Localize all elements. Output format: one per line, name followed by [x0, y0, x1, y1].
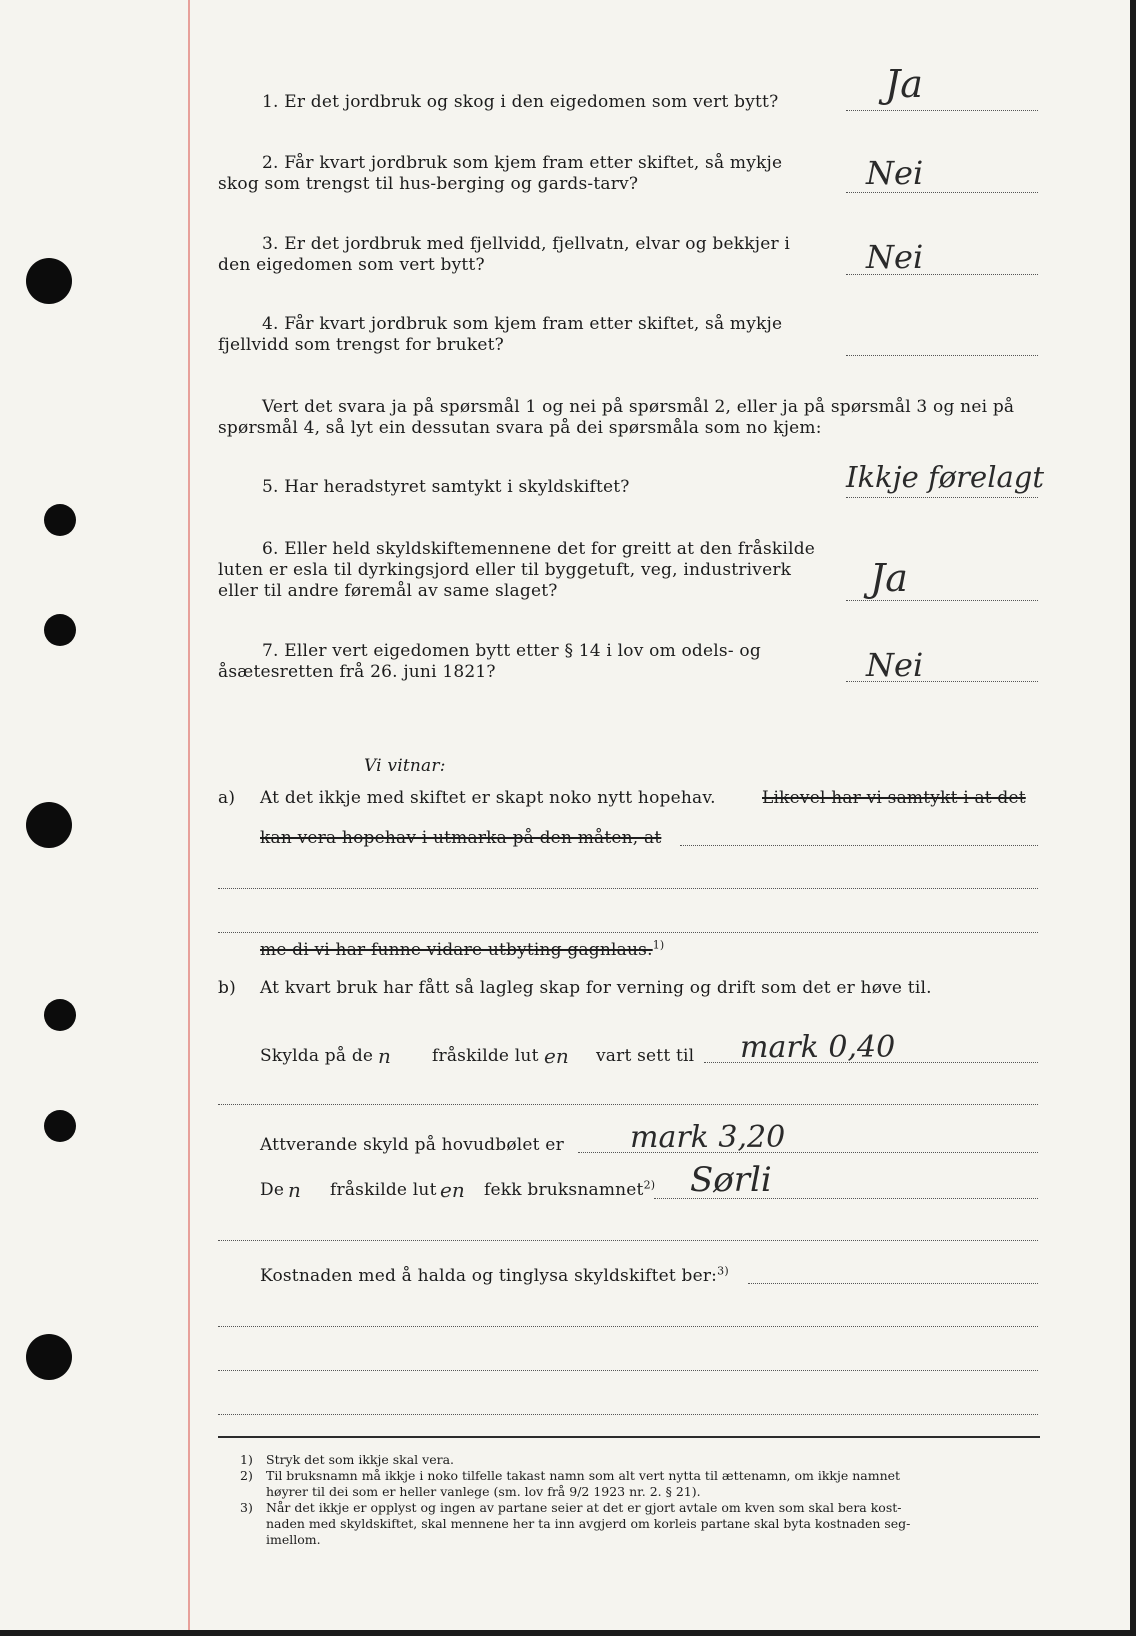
bruksnamn-label-c: fekk bruksnamnet [484, 1180, 644, 1200]
question-2-line1: 2. Får kvart jordbruk som kjem fram etter skiftet, så mykje [262, 153, 783, 173]
witness-a-struck-3-wrap [260, 940, 664, 961]
question-3-line1: 3. Er det jordbruk med fjellvidd, fjellvatn, elvar og bekkjer i [262, 234, 791, 254]
footnote-3-line2: naden med skyldskiftet, skal mennene her ta inn avgjerd om korleis partane skal byta kostnaden seg- [266, 1516, 911, 1531]
witness-b-text: At kvart bruk har fått så lagleg skap for verning og drift som det er høve til. [260, 978, 932, 998]
punch-hole [26, 1334, 72, 1380]
witness-a-struck-1: Likevel har vi samtykt i at det [762, 788, 1026, 808]
witness-b-label: b) [218, 978, 236, 998]
question-6-line1: 6. Eller held skyldskiftemennene det for greitt at den fråskilde [262, 539, 816, 559]
answer-1: Ja [885, 62, 923, 106]
red-margin-line [188, 0, 190, 1636]
bruksnamn-label-a: De [260, 1180, 285, 1200]
attverande-label: Attverande skyld på hovudbølet er [260, 1135, 564, 1155]
skyld-hand-a: n [378, 1044, 391, 1068]
punch-hole [44, 614, 76, 646]
bruksnamn-value: Sørli [690, 1160, 772, 1200]
question-6-line2: luten er esla til dyrkingsjord eller til byggetuft, veg, industriverk [218, 560, 792, 580]
answer-line-2 [846, 192, 1038, 193]
question-6-line3: eller til andre føremål av same slaget? [218, 581, 558, 601]
blank-line [218, 888, 1038, 889]
blank-line [218, 1326, 1038, 1327]
witness-a-label: a) [218, 788, 236, 808]
witness-a-text: At det ikkje med skiftet er skapt noko nytt hopehav. [260, 788, 716, 808]
footnote-3-mark: 3) [240, 1500, 253, 1515]
conditional-intro-line1: Vert det svara ja på spørsmål 1 og nei på spørsmål 2, eller ja på spørsmål 3 og nei på [262, 397, 1015, 417]
answer-6: Ja [870, 556, 908, 600]
punch-hole [44, 999, 76, 1031]
question-7-line1: 7. Eller vert eigedomen bytt etter § 14 i lov om odels- og [262, 641, 761, 661]
question-4-line1: 4. Får kvart jordbruk som kjem fram etter skiftet, så mykje [262, 314, 783, 334]
skyld-label-c: vart sett til [596, 1046, 695, 1066]
kostnad-label-wrap [260, 1266, 729, 1287]
footnote-2-mark: 2) [240, 1468, 253, 1483]
bruksnamn-label-b: fråskilde lut [330, 1180, 437, 1200]
witness-a-struck-3: me di vi har funne vidare utbyting gagnlaus. [260, 940, 653, 960]
witness-heading: Vi vitnar: [364, 756, 446, 776]
witness-a-struck-2: kan vera hopehav i utmarka på den måten, at [260, 828, 662, 848]
bruksnamn-label-c-wrap [484, 1180, 655, 1201]
scan-edge-right [1130, 0, 1136, 1636]
footnote-ref-2: 2) [643, 1178, 656, 1192]
footnote-1-mark: 1) [240, 1452, 253, 1467]
footnote-2-line2: høyrer til dei som er heller vanlege (sm. lov frå 9/2 1923 nr. 2. § 21). [266, 1484, 701, 1499]
skyld-value: mark 0,40 [740, 1030, 896, 1065]
answer-line-4 [846, 355, 1038, 356]
blank-line [218, 932, 1038, 933]
punch-hole [26, 258, 72, 304]
blank-line [218, 1240, 1038, 1241]
blank-line [680, 845, 1038, 846]
footnote-3-line1: Når det ikkje er opplyst og ingen av partane seier at det er gjort avtale om kven som skal bera kost- [266, 1500, 902, 1515]
answer-line-1 [846, 110, 1038, 111]
blank-line [218, 1414, 1038, 1415]
skyld-hand-b: en [544, 1044, 569, 1068]
answer-line-6 [846, 600, 1038, 601]
question-2-line2: skog som trengst til hus-berging og gards-tarv? [218, 174, 639, 194]
question-1: 1. Er det jordbruk og skog i den eigedomen som vert bytt? [262, 92, 779, 112]
punch-hole [44, 1110, 76, 1142]
answer-5: Ikkje førelagt [846, 460, 1044, 494]
footnote-divider [218, 1436, 1040, 1438]
bruksnamn-hand-a: n [288, 1178, 301, 1202]
answer-line-5 [846, 497, 1038, 498]
footnote-ref-1: 1) [652, 938, 665, 952]
punch-hole [26, 802, 72, 848]
question-5: 5. Har heradstyret samtykt i skyldskiftet? [262, 477, 630, 497]
answer-7: Nei [866, 646, 924, 684]
bruksnamn-hand-b: en [440, 1178, 465, 1202]
scan-edge-bottom [0, 1630, 1136, 1636]
blank-line [218, 1370, 1038, 1371]
footnote-1: Stryk det som ikkje skal vera. [266, 1452, 455, 1467]
conditional-intro-line2: spørsmål 4, så lyt ein dessutan svara på dei spørsmåla som no kjem: [218, 418, 822, 438]
punch-hole [44, 504, 76, 536]
skyld-label-b: fråskilde lut [432, 1046, 539, 1066]
skyld-label-a: Skylda på de [260, 1046, 374, 1066]
blank-line [218, 1104, 1038, 1105]
kostnad-value-line [748, 1283, 1038, 1284]
question-4-line2: fjellvidd som trengst for bruket? [218, 335, 504, 355]
question-7-line2: åsætesretten frå 26. juni 1821? [218, 662, 496, 682]
attverande-value: mark 3,20 [630, 1120, 786, 1155]
question-3-line2: den eigedomen som vert bytt? [218, 255, 485, 275]
footnote-ref-3: 3) [717, 1264, 729, 1278]
footnote-3-line3: imellom. [266, 1532, 321, 1547]
footnote-2-line1: Til bruksnamn må ikkje i noko tilfelle takast namn som alt vert nytta til ættenamn, om ikkje namnet [266, 1468, 901, 1483]
answer-3: Nei [866, 238, 924, 276]
kostnad-label: Kostnaden med å halda og tinglysa skyldskiftet ber: [260, 1266, 718, 1286]
answer-2: Nei [866, 154, 924, 192]
